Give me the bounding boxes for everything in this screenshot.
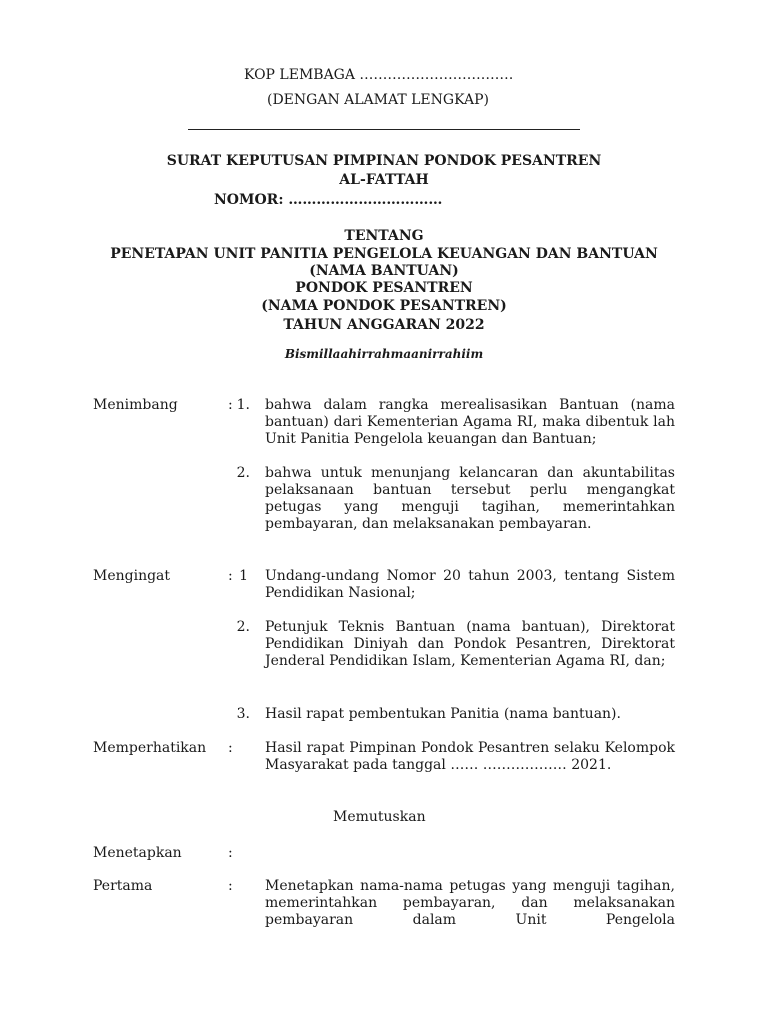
menimbang-label: Menimbang xyxy=(93,397,178,413)
basmalah: Bismillaahirrahmaanirrahiim xyxy=(284,347,484,361)
mengingat-colon: : xyxy=(228,568,233,584)
mengingat-label: Mengingat xyxy=(93,568,171,584)
subject-line-1: PENETAPAN UNIT PANITIA PENGELOLA KEUANGAN DAN BANTUAN xyxy=(110,246,658,262)
memperhatikan-label: Memperhatikan xyxy=(93,740,207,756)
header-rule xyxy=(188,129,580,130)
subject-line-5: TAHUN ANGGARAN 2022 xyxy=(283,317,485,333)
menimbang-item-2-text: bahwa untuk menunjang kelancaran dan akuntabilitas pelaksanaan bantuan tersebut perlu mengangkat petugas yang menguji tagihan, memerintahkan pembayaran, dan melaksanakan pembayaran. xyxy=(265,465,675,532)
mengingat-item-3-number: 3. xyxy=(236,706,250,722)
mengingat-item-3-text: Hasil rapat pembentukan Panitia (nama bantuan). xyxy=(265,706,621,722)
memperhatikan-colon: : xyxy=(228,740,233,756)
document-title: SURAT KEPUTUSAN PIMPINAN PONDOK PESANTREN xyxy=(166,153,602,169)
menetapkan-colon: : xyxy=(228,845,233,861)
memperhatikan-text: Hasil rapat Pimpinan Pondok Pesantren selaku Kelompok Masyarakat pada tanggal …… ……………… 2021. xyxy=(265,740,675,773)
kop-lembaga: KOP LEMBAGA …………………………… xyxy=(244,67,514,83)
document-number: NOMOR: …………………………… xyxy=(214,192,443,208)
tentang-heading: TENTANG xyxy=(344,228,424,244)
mengingat-item-1-number: 1 xyxy=(239,568,248,584)
pertama-text: Menetapkan nama-nama petugas yang menguji tagihan, memerintahkan pembayaran, dan melaksanakan pembayaran dalam Unit Pengelola xyxy=(265,878,675,928)
menimbang-item-2-number: 2. xyxy=(236,465,250,481)
subject-line-2: (NAMA BANTUAN) xyxy=(309,263,459,279)
mengingat-item-2-number: 2. xyxy=(236,619,250,635)
menimbang-colon: : xyxy=(228,397,233,413)
alamat-lengkap: (DENGAN ALAMAT LENGKAP) xyxy=(267,92,489,108)
institution-name: AL-FATTAH xyxy=(339,172,429,188)
pertama-colon: : xyxy=(228,878,233,894)
subject-line-3: PONDOK PESANTREN xyxy=(295,280,473,296)
pertama-label: Pertama xyxy=(93,878,153,894)
mengingat-item-1-text: Undang-undang Nomor 20 tahun 2003, tentang Sistem Pendidikan Nasional; xyxy=(265,568,675,601)
menimbang-item-1-number: 1. xyxy=(236,397,250,413)
menimbang-item-1-text: bahwa dalam rangka merealisasikan Bantuan (nama bantuan) dari Kementerian Agama RI, maka dibentuk lah Unit Panitia Pengelola keuangan dan Bantuan; xyxy=(265,397,675,447)
subject-line-4: (NAMA PONDOK PESANTREN) xyxy=(261,298,507,314)
mengingat-item-2-text: Petunjuk Teknis Bantuan (nama bantuan), Direktorat Pendidikan Diniyah dan Pondok Pesantren, Direktorat Jenderal Pendidikan Islam, Kementerian Agama RI, dan; xyxy=(265,619,675,669)
menetapkan-label: Menetapkan xyxy=(93,845,182,861)
memutuskan-heading: Memutuskan xyxy=(333,809,426,825)
